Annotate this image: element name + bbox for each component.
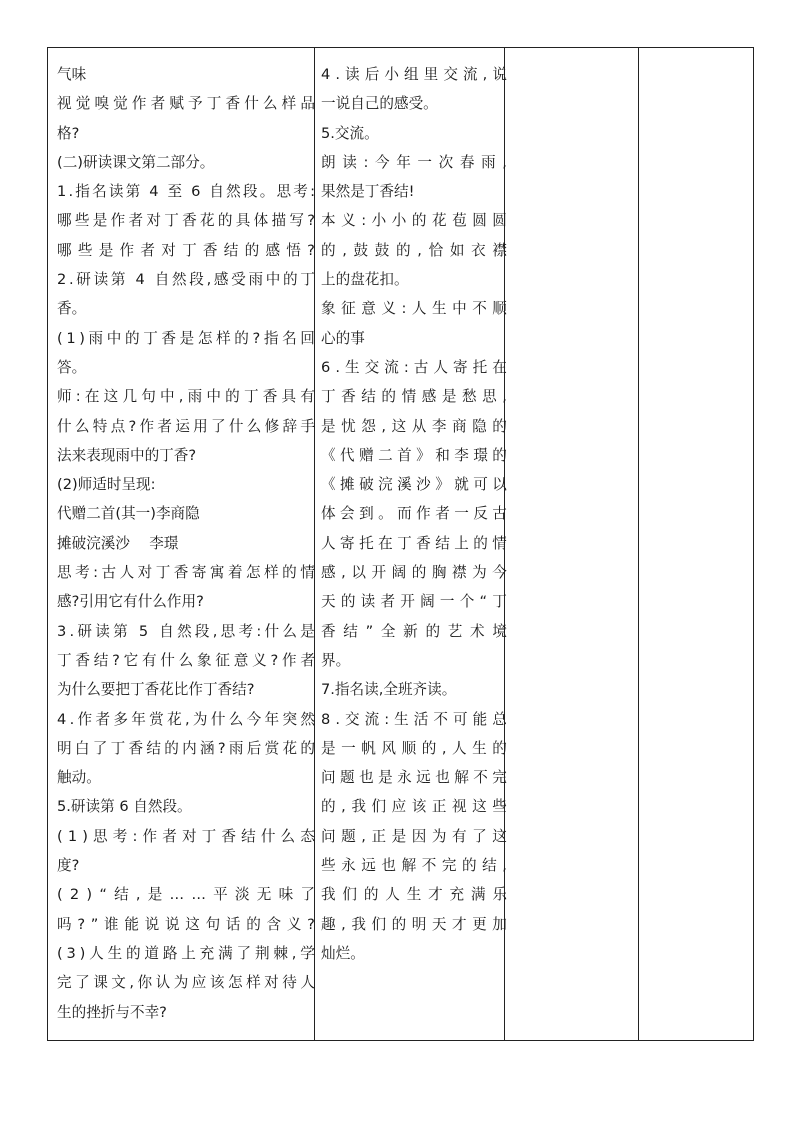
text-line: 5.交流。	[321, 124, 379, 142]
text-line: 丁 香 结 的 情 感 是 愁 思 ,	[321, 388, 507, 406]
text-line: 代赠二首(其一)李商隐	[57, 505, 200, 523]
text-line: 4 . 读 后 小 组 里 交 流 , 说	[321, 66, 507, 83]
text-line: 是 忧 怨 , 这 从 李 商 隐 的	[321, 417, 507, 435]
text-line: 1 . 指 名 读 第 4 至 6 自 然 段 。 思 考 :	[57, 183, 315, 201]
text-line: 师 : 在 这 几 句 中 , 雨 中 的 丁 香 具 有	[57, 388, 315, 406]
text-line: 生的挫折与不幸?	[57, 1003, 167, 1021]
text-line: 触动。	[57, 769, 101, 787]
text-line: 天 的 读 者 开 阔 一 个 “ 丁	[321, 593, 507, 611]
text-line: 7.指名读,全班齐读。	[321, 681, 457, 699]
text-line: 法来表现雨中的丁香?	[57, 446, 197, 464]
text-line: 感?引用它有什么作用?	[57, 593, 204, 611]
text-line: ( 1 ) 思 考 : 作 者 对 丁 香 结 什 么 态	[57, 827, 315, 845]
text-line: 哪 些 是 作 者 对 丁 香 结 的 感 悟 ?	[57, 241, 315, 259]
text-line: 《 代 赠 二 首 》 和 李 璟 的	[321, 446, 507, 464]
text-line: 视 觉 嗅 觉 作 者 赋 予 丁 香 什 么 样 品	[57, 95, 315, 113]
text-line: 体 会 到 。 而 作 者 一 反 古	[321, 505, 507, 523]
student-activity-column	[321, 60, 507, 968]
teacher-activity-column	[57, 60, 315, 1027]
text-line: 摊破浣溪沙 李璟	[57, 534, 179, 552]
text-line: 灿烂。	[321, 944, 365, 962]
text-line: ( 2 ) “ 结 , 是 … … 平 淡 无 味 了	[57, 886, 315, 904]
text-line: 格?	[57, 124, 80, 142]
text-line: ( 3 ) 人 生 的 道 路 上 充 满 了 荆 棘 , 学	[57, 944, 315, 962]
text-line: 朗 读 : 今 年 一 次 春 雨 ,	[321, 153, 507, 171]
text-line: 象 征 意 义 : 人 生 中 不 顺	[321, 300, 507, 318]
text-line: 哪 些 是 作 者 对 丁 香 花 的 具 体 描 写 ?	[57, 212, 315, 230]
text-line: 的 , 我 们 应 该 正 视 这 些	[321, 798, 507, 816]
text-line: 心的事	[321, 329, 365, 347]
text-line: 为什么要把丁香花比作丁香结?	[57, 681, 255, 699]
text-line: 问 题 也 是 永 远 也 解 不 完	[321, 769, 507, 787]
text-line: 人 寄 托 在 丁 香 结 上 的 情	[321, 534, 507, 552]
text-line: 《 摊 破 浣 溪 沙 》 就 可 以	[321, 476, 507, 494]
text-line: 答。	[57, 358, 87, 376]
text-line: 一说自己的感受。	[321, 95, 438, 113]
text-line: 5.研读第 6 自然段。	[57, 798, 192, 816]
text-line: 香 结 ” 全 新 的 艺 术 境	[321, 622, 507, 640]
text-line: 2 . 研 读 第 4 自 然 段 , 感 受 雨 中 的 丁	[57, 271, 315, 289]
text-line: 界。	[321, 651, 351, 669]
text-line: (二)研读课文第二部分。	[57, 153, 215, 171]
column-divider-3	[638, 48, 639, 1040]
text-line: 3 . 研 读 第 5 自 然 段 , 思 考 : 什 么 是	[57, 622, 315, 640]
text-line: 6 . 生 交 流 : 古 人 寄 托 在	[321, 358, 507, 376]
text-line: 果然是丁香结!	[321, 183, 415, 201]
text-line: 是 一 帆 风 顺 的 , 人 生 的	[321, 739, 507, 757]
text-line: 气味	[57, 66, 87, 83]
text-line: 问 题 , 正 是 因 为 有 了 这	[321, 827, 507, 845]
text-line: (2)师适时呈现:	[57, 476, 156, 494]
text-line: 度?	[57, 857, 80, 875]
text-line: 的 , 鼓 鼓 的 , 恰 如 衣 襟	[321, 241, 507, 259]
text-line: 丁 香 结 ? 它 有 什 么 象 征 意 义 ? 作 者	[57, 651, 315, 669]
text-line: 完 了 课 文 , 你 认 为 应 该 怎 样 对 待 人	[57, 974, 315, 992]
text-line: 吗 ? ” 谁 能 说 说 这 句 话 的 含 义 ?	[57, 915, 315, 933]
lesson-plan-table	[47, 47, 754, 1041]
text-line: 些 永 远 也 解 不 完 的 结 ,	[321, 857, 507, 875]
text-line: 思 考 : 古 人 对 丁 香 寄 寓 着 怎 样 的 情	[57, 564, 315, 582]
text-line: ( 1 ) 雨 中 的 丁 香 是 怎 样 的 ? 指 名 回	[57, 329, 315, 347]
text-line: 什 么 特 点 ? 作 者 运 用 了 什 么 修 辞 手	[57, 417, 315, 435]
text-line: 明 白 了 丁 香 结 的 内 涵 ? 雨 后 赏 花 的	[57, 739, 315, 757]
text-line: 我 们 的 人 生 才 充 满 乐	[321, 886, 507, 904]
text-line: 8 . 交 流 : 生 活 不 可 能 总	[321, 710, 507, 728]
text-line: 趣 , 我 们 的 明 天 才 更 加	[321, 915, 507, 933]
text-line: 本 义 : 小 小 的 花 苞 圆 圆	[321, 212, 507, 230]
text-line: 香。	[57, 300, 87, 318]
text-line: 4 . 作 者 多 年 赏 花 , 为 什 么 今 年 突 然	[57, 710, 315, 728]
text-line: 感 , 以 开 阔 的 胸 襟 为 今	[321, 564, 507, 582]
text-line: 上的盘花扣。	[321, 271, 409, 289]
